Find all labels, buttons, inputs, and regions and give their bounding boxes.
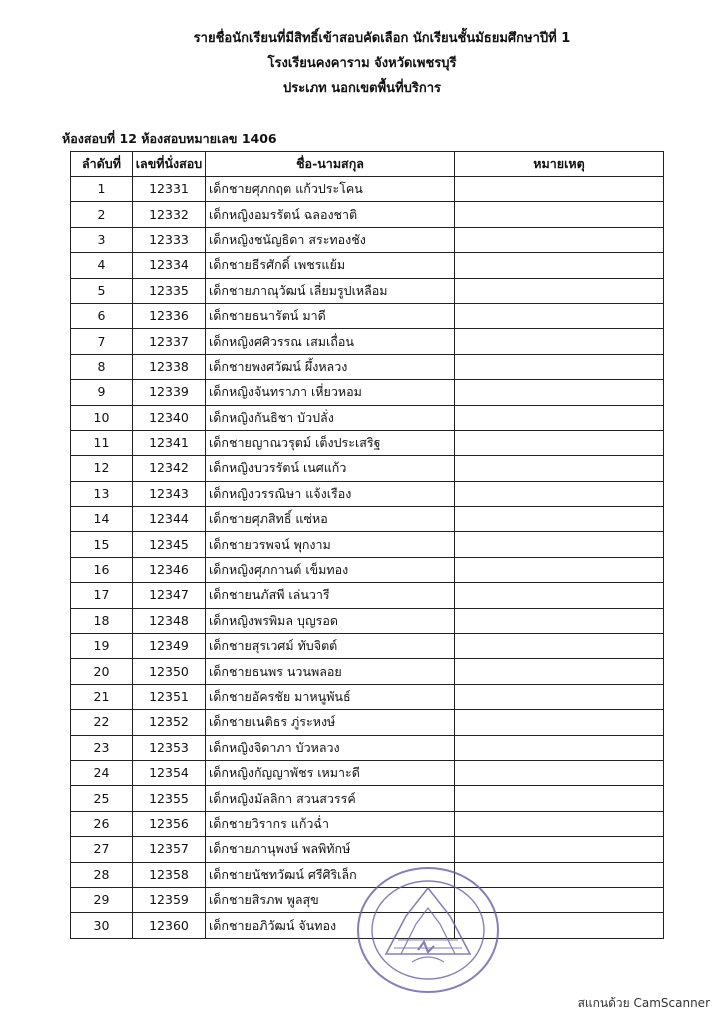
table-row: [71, 659, 664, 684]
table-row: [71, 913, 664, 938]
row-student-name: เด็กชายศุภกฤต แก้วประโคน: [206, 177, 455, 202]
row-order: 7: [71, 329, 133, 354]
table-header-row: [71, 152, 664, 177]
row-student-name: เด็กหญิงศุภกานต์ เข็มทอง: [206, 557, 455, 582]
row-student-name: เด็กชายธีรศักดิ์ เพชรแย้ม: [206, 253, 455, 278]
table-row: [71, 507, 664, 532]
table-row: [71, 735, 664, 760]
row-seat-number: 12336: [133, 303, 206, 328]
row-order: 24: [71, 760, 133, 785]
table-row: [71, 786, 664, 811]
table-row: [71, 684, 664, 709]
row-note: [455, 278, 664, 303]
row-student-name: เด็กชายอัครชัย มาหนูพันธ์: [206, 684, 455, 709]
row-student-name: เด็กหญิงมัลลิกา สวนสวรรค์: [206, 786, 455, 811]
row-seat-number: 12346: [133, 557, 206, 582]
table-row: [71, 760, 664, 785]
exam-room-label: ห้องสอบที่ 12 ห้องสอบหมายเลข 1406: [62, 131, 277, 146]
row-note: [455, 837, 664, 862]
row-student-name: เด็กหญิงกันธิชา บัวปลั่ง: [206, 405, 455, 430]
row-note: [455, 303, 664, 328]
row-seat-number: 12338: [133, 354, 206, 379]
camscanner-watermark: สแกนด้วย CamScanner: [577, 996, 710, 1010]
table-row: [71, 303, 664, 328]
row-seat-number: 12341: [133, 430, 206, 455]
row-seat-number: 12356: [133, 811, 206, 836]
table-row: [71, 837, 664, 862]
row-note: [455, 583, 664, 608]
row-order: 2: [71, 202, 133, 227]
table-row: [71, 481, 664, 506]
row-order: 30: [71, 913, 133, 938]
row-student-name: เด็กหญิงชนัญธิดา สระทองชัง: [206, 227, 455, 252]
row-seat-number: 12351: [133, 684, 206, 709]
row-note: [455, 887, 664, 912]
table-row: [71, 532, 664, 557]
table-row: [71, 456, 664, 481]
row-note: [455, 507, 664, 532]
row-student-name: เด็กชายธนพร นวนพลอย: [206, 659, 455, 684]
table-row: [71, 887, 664, 912]
row-seat-number: 12343: [133, 481, 206, 506]
row-student-name: เด็กชายสิรภพ พูลสุข: [206, 887, 455, 912]
table-row: [71, 202, 664, 227]
table-row: [71, 710, 664, 735]
row-order: 22: [71, 710, 133, 735]
row-seat-number: 12349: [133, 634, 206, 659]
row-order: 21: [71, 684, 133, 709]
row-order: 10: [71, 405, 133, 430]
table-row: [71, 430, 664, 455]
student-table: [70, 151, 664, 939]
row-student-name: เด็กชายภานุพงษ์ พลพิทักษ์: [206, 837, 455, 862]
row-order: 26: [71, 811, 133, 836]
col-header-note: หมายเหตุ: [455, 152, 664, 177]
row-note: [455, 532, 664, 557]
row-seat-number: 12357: [133, 837, 206, 862]
row-order: 1: [71, 177, 133, 202]
table-row: [71, 354, 664, 379]
row-seat-number: 12344: [133, 507, 206, 532]
row-note: [455, 456, 664, 481]
row-student-name: เด็กชายสุรเวศม์ ทับจิตต์: [206, 634, 455, 659]
row-order: 12: [71, 456, 133, 481]
school-name: โรงเรียนคงคาราม จังหวัดเพชรบุรี: [267, 56, 457, 71]
row-seat-number: 12350: [133, 659, 206, 684]
row-student-name: เด็กชายวรพจน์ พุกงาม: [206, 532, 455, 557]
row-order: 20: [71, 659, 133, 684]
row-note: [455, 710, 664, 735]
row-seat-number: 12348: [133, 608, 206, 633]
table-row: [71, 634, 664, 659]
row-note: [455, 684, 664, 709]
row-note: [455, 557, 664, 582]
row-order: 11: [71, 430, 133, 455]
row-note: [455, 354, 664, 379]
row-student-name: เด็กหญิงศศิวรรณ เสมเถื่อน: [206, 329, 455, 354]
table-row: [71, 608, 664, 633]
row-note: [455, 659, 664, 684]
row-student-name: เด็กชายศุภสิทธิ์ แซ่หอ: [206, 507, 455, 532]
row-note: [455, 329, 664, 354]
row-seat-number: 12335: [133, 278, 206, 303]
row-seat-number: 12352: [133, 710, 206, 735]
row-student-name: เด็กหญิงพรพิมล บุญรอด: [206, 608, 455, 633]
row-student-name: เด็กหญิงจิดาภา บัวหลวง: [206, 735, 455, 760]
table-row: [71, 329, 664, 354]
table-row: [71, 862, 664, 887]
row-order: 16: [71, 557, 133, 582]
row-order: 28: [71, 862, 133, 887]
row-seat-number: 12345: [133, 532, 206, 557]
table-row: [71, 227, 664, 252]
row-note: [455, 786, 664, 811]
row-order: 6: [71, 303, 133, 328]
row-seat-number: 12333: [133, 227, 206, 252]
row-note: [455, 202, 664, 227]
table-row: [71, 557, 664, 582]
row-order: 13: [71, 481, 133, 506]
row-note: [455, 634, 664, 659]
row-note: [455, 608, 664, 633]
row-seat-number: 12360: [133, 913, 206, 938]
table-row: [71, 405, 664, 430]
row-seat-number: 12342: [133, 456, 206, 481]
row-order: 5: [71, 278, 133, 303]
row-seat-number: 12359: [133, 887, 206, 912]
row-order: 23: [71, 735, 133, 760]
row-note: [455, 811, 664, 836]
row-order: 29: [71, 887, 133, 912]
row-seat-number: 12340: [133, 405, 206, 430]
col-header-seat: เลขที่นั่งสอบ: [133, 152, 206, 177]
row-student-name: เด็กชายนัชทวัฒน์ ศรีศิริเล็ก: [206, 862, 455, 887]
row-note: [455, 913, 664, 938]
row-order: 15: [71, 532, 133, 557]
row-seat-number: 12332: [133, 202, 206, 227]
row-seat-number: 12358: [133, 862, 206, 887]
row-note: [455, 735, 664, 760]
row-note: [455, 430, 664, 455]
row-student-name: เด็กชายธนารัตน์ มาดี: [206, 303, 455, 328]
row-student-name: เด็กชายภาณุวัฒน์ เลี่ยมรูปเหลือม: [206, 278, 455, 303]
row-seat-number: 12355: [133, 786, 206, 811]
row-note: [455, 227, 664, 252]
row-note: [455, 177, 664, 202]
row-seat-number: 12353: [133, 735, 206, 760]
row-order: 4: [71, 253, 133, 278]
row-seat-number: 12334: [133, 253, 206, 278]
row-student-name: เด็กชายญาณวรุตม์ เต็งประเสริฐ: [206, 430, 455, 455]
row-student-name: เด็กชายนภัสพี เล่นวารี: [206, 583, 455, 608]
table-row: [71, 380, 664, 405]
row-student-name: เด็กหญิงวรรณิษา แจ้งเรือง: [206, 481, 455, 506]
row-note: [455, 760, 664, 785]
row-order: 14: [71, 507, 133, 532]
col-header-order: ลำดับที่: [71, 152, 133, 177]
row-student-name: เด็กชายอภิวัฒน์ จันทอง: [206, 913, 455, 938]
row-order: 8: [71, 354, 133, 379]
row-order: 27: [71, 837, 133, 862]
document-title: รายชื่อนักเรียนที่มีสิทธิ์เข้าสอบคัดเลือก นักเรียนชั้นมัธยมศึกษาปีที่ 1: [193, 31, 571, 46]
row-student-name: เด็กหญิงบวรรัตน์ เนศแก้ว: [206, 456, 455, 481]
col-header-name: ชื่อ-นามสกุล: [206, 152, 455, 177]
row-seat-number: 12347: [133, 583, 206, 608]
row-student-name: เด็กหญิงจันทราภา เหี่ยวหอม: [206, 380, 455, 405]
table-row: [71, 253, 664, 278]
row-student-name: เด็กหญิงอมรรัตน์ ฉลองชาติ: [206, 202, 455, 227]
row-student-name: เด็กชายวิรากร แก้วฉ่ำ: [206, 811, 455, 836]
table-row: [71, 177, 664, 202]
row-seat-number: 12339: [133, 380, 206, 405]
row-order: 9: [71, 380, 133, 405]
table-row: [71, 811, 664, 836]
row-note: [455, 862, 664, 887]
document-header: [0, 26, 724, 101]
row-order: 17: [71, 583, 133, 608]
row-seat-number: 12337: [133, 329, 206, 354]
row-student-name: เด็กหญิงกัญญาพัชร เหมาะดี: [206, 760, 455, 785]
table-row: [71, 583, 664, 608]
row-seat-number: 12354: [133, 760, 206, 785]
row-seat-number: 12331: [133, 177, 206, 202]
row-note: [455, 253, 664, 278]
row-order: 25: [71, 786, 133, 811]
category-line: ประเภท นอกเขตพื้นที่บริการ: [282, 81, 442, 96]
row-order: 3: [71, 227, 133, 252]
row-student-name: เด็กชายเนติธร ภู่ระหงษ์: [206, 710, 455, 735]
row-order: 19: [71, 634, 133, 659]
row-student-name: เด็กชายพงศวัฒน์ ผึ้งหลวง: [206, 354, 455, 379]
table-row: [71, 278, 664, 303]
row-note: [455, 380, 664, 405]
row-note: [455, 481, 664, 506]
row-order: 18: [71, 608, 133, 633]
row-note: [455, 405, 664, 430]
